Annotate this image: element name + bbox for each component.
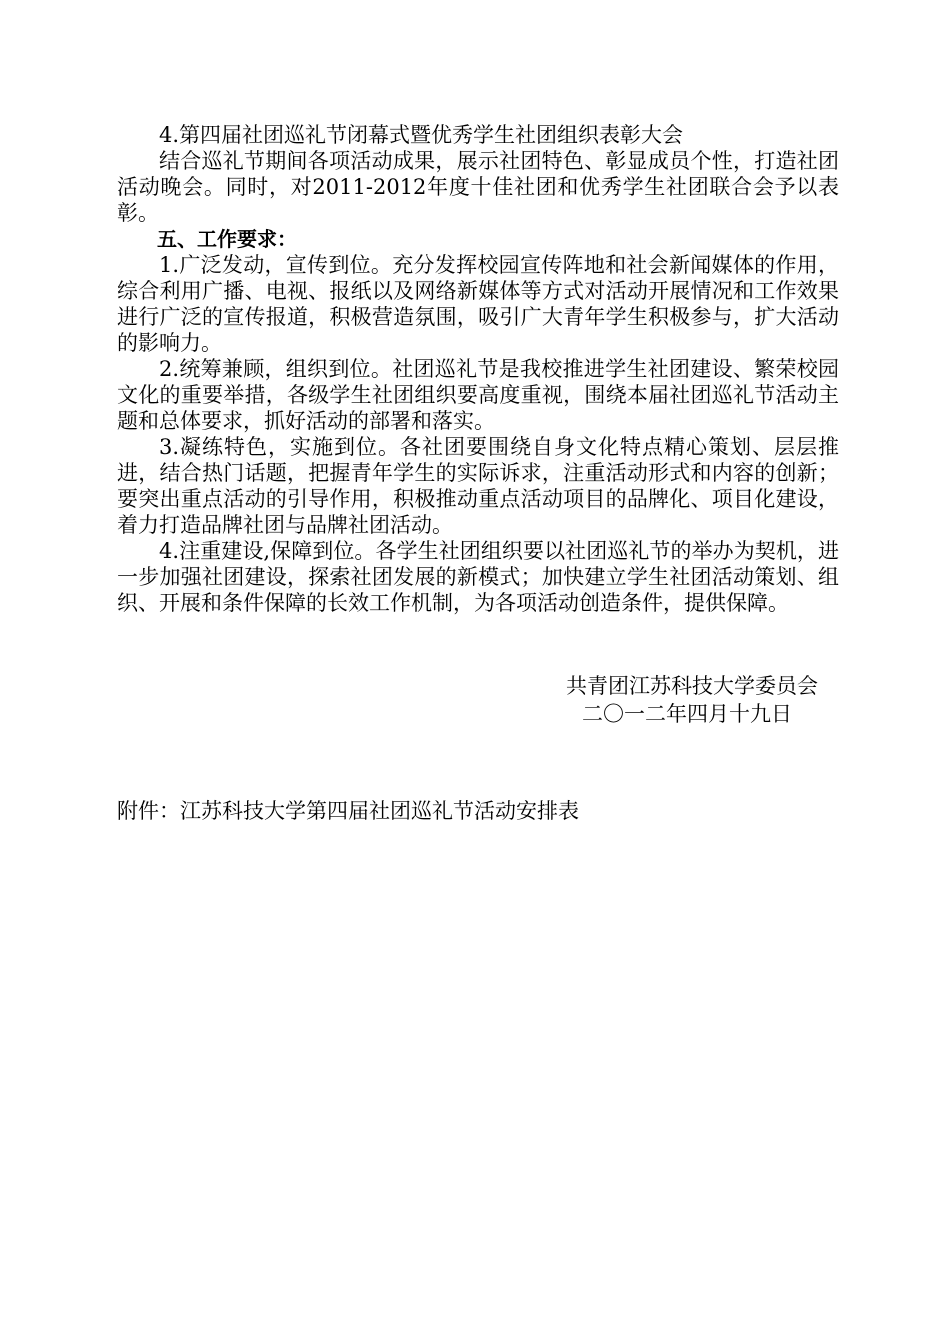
closing-ceremony-item: 4.第四届社团巡礼节闭幕式暨优秀学生社团组织表彰大会	[159, 123, 684, 147]
requirement-construction: 4.注重建设,保障到位。各学生社团组织要以社团巡礼节的举办为契机，进一步加强社团建设，探索社团发展的新模式；加快建立学生社团活动策划、组织、开展和条件保障的长效工作机制，为各项活动创造条件，提供保障。	[117, 539, 839, 615]
section-heading-work-requirements: 五、工作要求：	[157, 227, 297, 251]
signature-date: 二〇一二年四月十九日	[582, 702, 792, 726]
attachment-text: 附件：江苏科技大学第四届社团巡礼节活动安排表	[117, 799, 579, 823]
requirement-publicity: 1.广泛发动，宣传到位。充分发挥校园宣传阵地和社会新闻媒体的作用，综合利用广播、电视、报纸以及网络新媒体等方式对活动开展情况和工作效果进行广泛的宣传报道，积极营造氛围，吸引广大青年学生积极参与，扩大活动的影响力。	[117, 253, 839, 355]
signature-organization: 共青团江苏科技大学委员会	[566, 674, 818, 698]
requirement-organization: 2.统筹兼顾，组织到位。社团巡礼节是我校推进学生社团建设、繁荣校园文化的重要举措，各级学生社团组织要高度重视，围绕本届社团巡礼节活动主题和总体要求，抓好活动的部署和落实。	[117, 357, 839, 433]
closing-ceremony-description: 结合巡礼节期间各项活动成果，展示社团特色、彰显成员个性，打造社团活动晚会。同时，对2011-2012年度十佳社团和优秀学生社团联合会予以表彰。	[117, 149, 839, 225]
attachment-note	[117, 797, 839, 825]
document-body	[117, 122, 839, 616]
requirement-characteristics: 3.凝练特色，实施到位。各社团要围绕自身文化特点精心策划、层层推进，结合热门话题，把握青年学生的实际诉求，注重活动形式和内容的创新；要突出重点活动的引导作用，积极推动重点活动项目的品牌化、项目化建设，着力打造品牌社团与品牌社团活动。	[117, 435, 839, 537]
signature-block	[400, 672, 820, 728]
